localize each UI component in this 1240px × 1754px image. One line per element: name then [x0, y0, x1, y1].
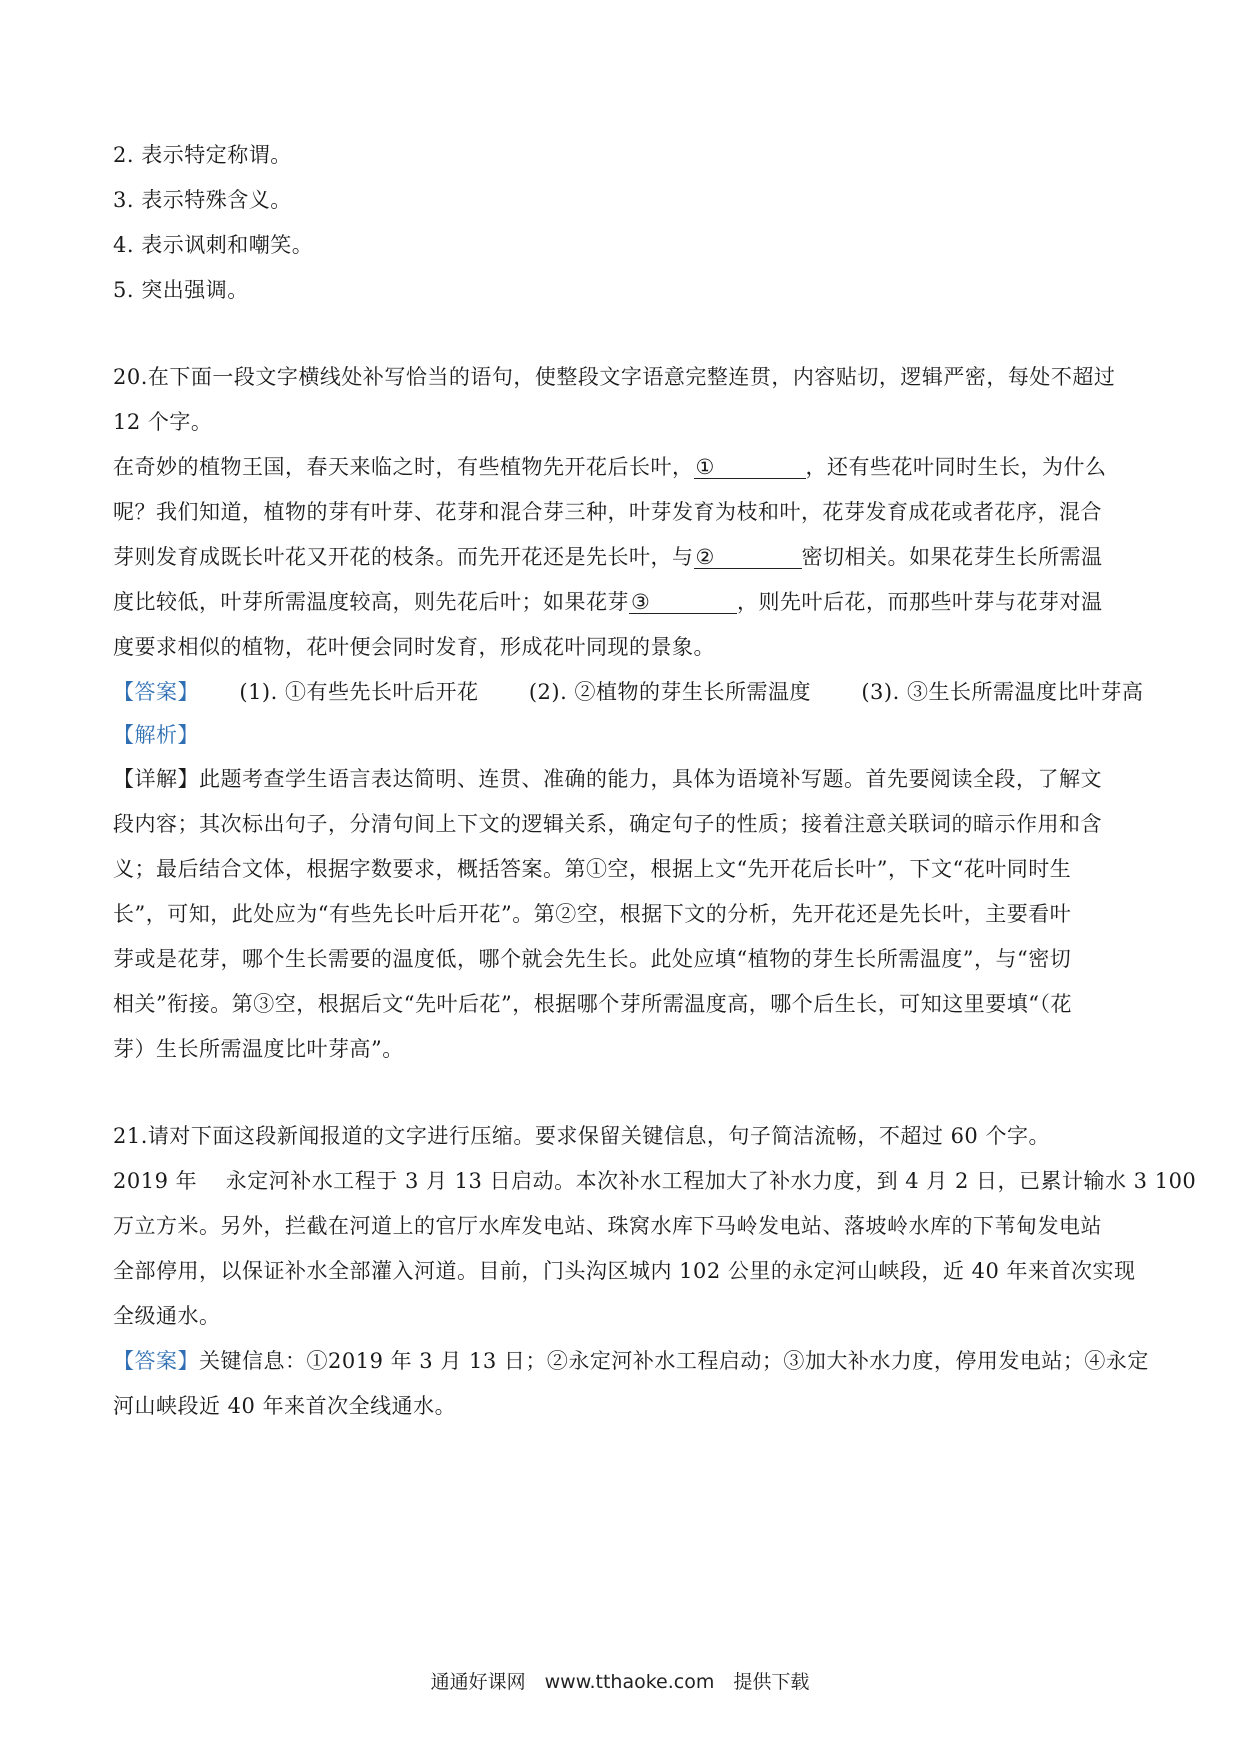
q21-news-line: 万立方米。另外，拦截在河道上的官厅水库发电站、珠窝水库下马岭发电站、落坡岭水库的下苇甸发电站: [113, 1214, 1102, 1238]
list-item: 3. 表示特殊含义。: [113, 188, 292, 212]
q21-answer-line: 河山峡段近 40 年来首次全线通水。: [113, 1394, 457, 1418]
detail-line: 【详解】此题考查学生语言表达简明、连贯、准确的能力，具体为语境补写题。首先要阅读全段，了解文: [113, 767, 1102, 791]
list-item: 5. 突出强调。: [113, 278, 249, 302]
answer-text: 关键信息：①2019 年 3 月 13 日；②永定河补水工程启动；③加大补水力度，停用发电站；④永定: [199, 1349, 1149, 1373]
detail-line: 芽）生长所需温度比叶芽高”。: [113, 1037, 404, 1061]
q20-prompt-line: 20.在下面一段文字横线处补写恰当的语句，使整段文字语意完整连贯，内容贴切，逻辑严密，每处不超过: [113, 365, 1116, 389]
answer-item: (3). ③生长所需温度比叶芽高: [861, 680, 1144, 704]
page-footer: 通通好课网 www.tthaoke.com 提供下载: [430, 1671, 810, 1693]
q20-passage-line: 度要求相似的植物，花叶便会同时发育，形成花叶同现的景象。: [113, 635, 715, 659]
fill-blank-1: ①: [694, 456, 806, 479]
q21-news-line: 全级通水。: [113, 1304, 221, 1328]
q20-passage-line: 呢？我们知道，植物的芽有叶芽、花芽和混合芽三种，叶芽发育为枝和叶，花芽发育成花或者花序，混合: [113, 500, 1102, 524]
q20-passage-line: [113, 587, 1133, 617]
q21-prompt-line: 21.请对下面这段新闻报道的文字进行压缩。要求保留关键信息，句子简洁流畅，不超过 60 个字。: [113, 1124, 1050, 1148]
detail-line: 芽或是花芽，哪个生长需要的温度低，哪个就会先生长。此处应填“植物的芽生长所需温度”，与“密切: [113, 947, 1072, 971]
passage-text: ，则先叶后花，而那些叶芽与花芽对温: [737, 590, 1103, 614]
passage-text: 度比较低，叶芽所需温度较高，则先花后叶；如果花芽: [113, 590, 629, 614]
q21-news-line: 全部停用，以保证补水全部灌入河道。目前，门头沟区城内 102 公里的永定河山峡段，近 40 年来首次实现: [113, 1259, 1136, 1283]
fill-blank-2: ②: [694, 546, 802, 569]
answer-item: (2). ②植物的芽生长所需温度: [528, 680, 811, 704]
q21-answer-line: [113, 1346, 1149, 1376]
q20-prompt-line: 12 个字。: [113, 410, 213, 434]
answer-item: (1). ①有些先长叶后开花: [239, 680, 479, 704]
detail-line: 相关”衔接。第③空，根据后文“先叶后花”，根据哪个芽所需温度高，哪个后生长，可知这里要填“（花: [113, 992, 1072, 1016]
q20-passage-line: [113, 542, 1133, 572]
passage-text: 密切相关。如果花芽生长所需温: [801, 545, 1103, 569]
detail-line: 段内容；其次标出句子，分清句间上下文的逻辑关系，确定句子的性质；接着注意关联词的暗示作用和含: [113, 812, 1102, 836]
list-item: 2. 表示特定称谓。: [113, 143, 292, 167]
passage-text: 芽则发育成既长叶花又开花的枝条。而先开花还是先长叶，与: [113, 545, 694, 569]
passage-text: ，还有些花叶同时生长，为什么: [805, 455, 1107, 479]
analysis-tag: 【解析】: [113, 723, 199, 747]
q20-answer-line: [113, 677, 1144, 707]
answer-tag: 【答案】: [113, 680, 199, 704]
q20-passage-line: [113, 452, 1133, 482]
q21-news-line: 2019 年 永定河补水工程于 3 月 13 日启动。本次补水工程加大了补水力度，到 4 月 2 日，已累计输水 3 100: [113, 1169, 1197, 1193]
passage-text: 在奇妙的植物王国，春天来临之时，有些植物先开花后长叶，: [113, 455, 694, 479]
detail-line: 长”，可知，此处应为“有些先长叶后开花”。第②空，根据下文的分析，先开花还是先长叶，主要看叶: [113, 902, 1072, 926]
detail-line: 义；最后结合文体，根据字数要求，概括答案。第①空，根据上文“先开花后长叶”，下文“花叶同时生: [113, 857, 1072, 881]
list-item: 4. 表示讽刺和嘲笑。: [113, 233, 314, 257]
fill-blank-3: ③: [629, 591, 737, 614]
answer-tag: 【答案】: [113, 1349, 199, 1373]
